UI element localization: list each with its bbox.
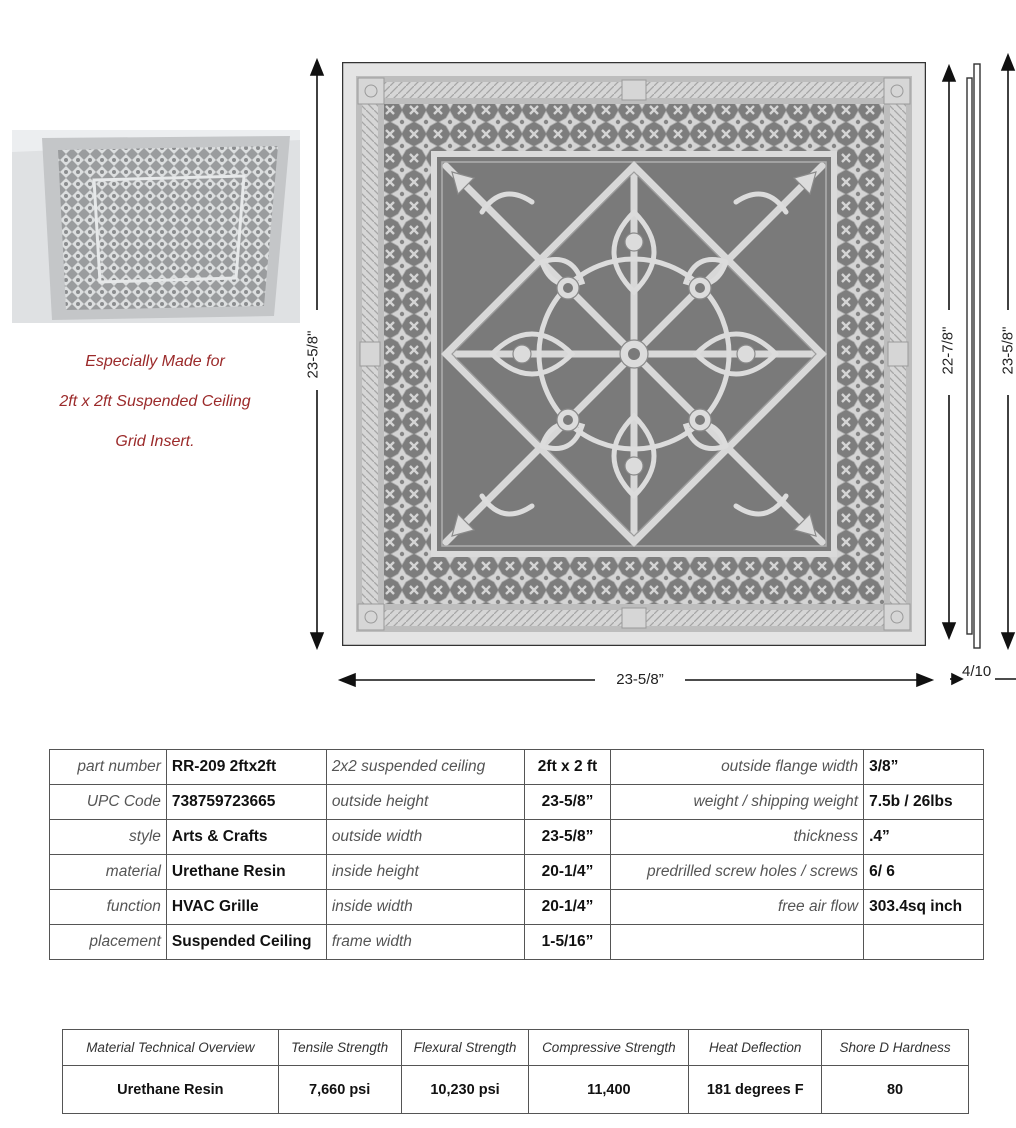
table-cell: 181 degrees F bbox=[689, 1066, 822, 1114]
table-cell: Urethane Resin bbox=[63, 1066, 279, 1114]
spec-value: 1-5/16” bbox=[524, 925, 611, 960]
table-row bbox=[50, 785, 984, 820]
table-header-row bbox=[63, 1030, 969, 1066]
caption-line-3: Grid Insert. bbox=[115, 433, 195, 450]
spec-key: style bbox=[50, 820, 167, 855]
spec-value: HVAC Grille bbox=[166, 890, 326, 925]
spec-value: .4” bbox=[864, 820, 984, 855]
table-cell: 7,660 psi bbox=[278, 1066, 401, 1114]
spec-table bbox=[49, 749, 984, 960]
spec-value: 7.5b / 26lbs bbox=[864, 785, 984, 820]
spec-value: 303.4sq inch bbox=[864, 890, 984, 925]
spec-key: weight / shipping weight bbox=[611, 785, 864, 820]
table-row bbox=[63, 1066, 969, 1114]
spec-key: material bbox=[50, 855, 167, 890]
table-row bbox=[50, 750, 984, 785]
table-cell: 10,230 psi bbox=[401, 1066, 529, 1114]
spec-key: inside width bbox=[326, 890, 524, 925]
spec-key: inside height bbox=[326, 855, 524, 890]
spec-value: 6/ 6 bbox=[864, 855, 984, 890]
spec-value: 738759723665 bbox=[166, 785, 326, 820]
spec-value: 23-5/8” bbox=[524, 820, 611, 855]
spec-key: outside width bbox=[326, 820, 524, 855]
spec-value: RR-209 2ftx2ft bbox=[166, 750, 326, 785]
spec-value: 20-1/4” bbox=[524, 890, 611, 925]
outer-height-label: 23-5/8" bbox=[999, 326, 1016, 375]
column-header: Material Technical Overview bbox=[63, 1030, 279, 1066]
spec-key: 2x2 suspended ceiling bbox=[326, 750, 524, 785]
column-header: Tensile Strength bbox=[278, 1030, 401, 1066]
inner-height-label: 22-7/8" bbox=[939, 326, 957, 375]
spec-key: placement bbox=[50, 925, 167, 960]
spec-value: 3/8” bbox=[864, 750, 984, 785]
table-row bbox=[50, 890, 984, 925]
table-row bbox=[50, 820, 984, 855]
caption-line-1: Especially Made for bbox=[85, 353, 225, 370]
spec-key: outside height bbox=[326, 785, 524, 820]
spec-value: Suspended Ceiling bbox=[166, 925, 326, 960]
spec-key: UPC Code bbox=[50, 785, 167, 820]
tech-overview-table bbox=[62, 1029, 969, 1114]
spec-key: part number bbox=[50, 750, 167, 785]
spec-key: free air flow bbox=[611, 890, 864, 925]
spec-key: frame width bbox=[326, 925, 524, 960]
caption-line-2: 2ft x 2ft Suspended Ceiling bbox=[59, 393, 251, 410]
table-cell: 80 bbox=[822, 1066, 969, 1114]
table-row bbox=[50, 925, 984, 960]
spec-value: 20-1/4” bbox=[524, 855, 611, 890]
spec-key bbox=[611, 925, 864, 960]
spec-key: predrilled screw holes / screws bbox=[611, 855, 864, 890]
spec-value: 23-5/8” bbox=[524, 785, 611, 820]
column-header: Compressive Strength bbox=[529, 1030, 689, 1066]
grille-drawing bbox=[342, 62, 926, 646]
thickness-label: 4/10 bbox=[962, 663, 992, 680]
spec-key: function bbox=[50, 890, 167, 925]
left-height-label: 23-5/8" bbox=[304, 330, 322, 379]
spec-value: 2ft x 2 ft bbox=[524, 750, 611, 785]
spec-value: Arts & Crafts bbox=[166, 820, 326, 855]
spec-key: thickness bbox=[611, 820, 864, 855]
column-header: Shore D Hardness bbox=[822, 1030, 969, 1066]
spec-key: outside flange width bbox=[611, 750, 864, 785]
column-header: Heat Deflection bbox=[689, 1030, 822, 1066]
table-cell: 11,400 bbox=[529, 1066, 689, 1114]
spec-value: Urethane Resin bbox=[166, 855, 326, 890]
table-row bbox=[50, 855, 984, 890]
column-header: Flexural Strength bbox=[401, 1030, 529, 1066]
spec-value bbox=[864, 925, 984, 960]
bottom-width-label: 23-5/8” bbox=[616, 671, 664, 688]
